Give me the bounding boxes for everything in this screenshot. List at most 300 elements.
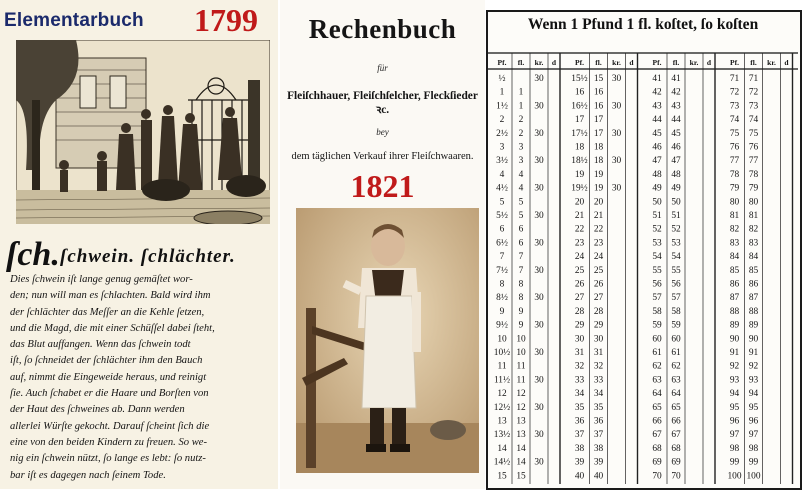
cell-pfund: 83 <box>729 238 740 249</box>
cell-gulden: 98 <box>748 443 759 454</box>
cell-pfund: 97 <box>729 430 740 441</box>
cell-gulden: 45 <box>671 128 681 139</box>
cell-pfund: 86 <box>729 279 740 290</box>
cell-kreuzer: 30 <box>611 128 622 139</box>
cell-gulden: 30 <box>593 334 604 345</box>
cell-pfund: 78 <box>729 169 740 180</box>
column-header: fl. <box>595 58 602 67</box>
cell-gulden: 20 <box>593 197 604 208</box>
table-title: Wenn 1 Pfund 1 fl. koſtet, ſo koſten <box>527 16 759 33</box>
cell-kreuzer: 30 <box>534 320 544 331</box>
cell-pfund: 53 <box>652 238 662 249</box>
cell-pfund: 4 <box>499 169 505 180</box>
cell-gulden: 39 <box>593 457 604 468</box>
cell-pfund: 64 <box>652 389 662 400</box>
cell-pfund: 17 <box>574 115 585 126</box>
cell-gulden: 81 <box>748 211 759 221</box>
column-header: Pf. <box>497 58 507 67</box>
cell-gulden: 66 <box>671 416 681 427</box>
cell-gulden: 57 <box>671 293 681 304</box>
cell-pfund: 23 <box>574 238 585 249</box>
cell-pfund: 8½ <box>496 293 508 304</box>
cell-gulden: 52 <box>671 224 681 235</box>
rechenbuch-subtitle-2: dem täglichen Verkauf ihrer Fleiſchwaaren. <box>291 151 474 162</box>
cell-gulden: 94 <box>748 389 759 400</box>
cell-kreuzer: 30 <box>611 183 622 194</box>
cell-gulden: 96 <box>748 416 759 427</box>
cell-pfund: 12½ <box>493 402 511 413</box>
cell-gulden: 72 <box>748 87 759 98</box>
cell-gulden: 12 <box>516 389 526 400</box>
cell-gulden: 1 <box>518 87 524 98</box>
cell-gulden: 97 <box>748 430 759 441</box>
cell-gulden: 37 <box>593 430 604 441</box>
cell-gulden: 93 <box>748 375 759 386</box>
cell-gulden: 10 <box>516 334 526 345</box>
cell-pfund: 17½ <box>571 128 588 139</box>
cell-pfund: 48 <box>652 169 662 180</box>
cell-gulden: 32 <box>593 361 604 372</box>
cell-pfund: 70 <box>652 471 662 482</box>
cell-gulden: 47 <box>671 156 681 167</box>
cell-gulden: 11 <box>516 361 526 372</box>
cell-pfund: 71 <box>729 74 740 84</box>
cell-pfund: 16½ <box>571 101 588 112</box>
cell-gulden: 95 <box>748 402 759 413</box>
cell-gulden: 76 <box>748 142 759 153</box>
cell-gulden: 14 <box>516 457 526 468</box>
cell-pfund: 61 <box>652 348 662 358</box>
cell-pfund: 96 <box>729 416 740 427</box>
cell-gulden: 6 <box>518 224 524 235</box>
cell-pfund: 7 <box>499 252 505 263</box>
cell-pfund: 6½ <box>496 238 508 249</box>
cell-pfund: 75 <box>729 128 740 139</box>
cell-gulden: 22 <box>593 224 604 235</box>
cell-pfund: 34 <box>574 389 585 400</box>
cell-kreuzer: 30 <box>534 74 544 84</box>
photo-boy-butcher <box>296 208 479 473</box>
cell-gulden: 90 <box>748 334 759 345</box>
cell-kreuzer: 30 <box>534 128 544 139</box>
column-header: d <box>706 58 712 67</box>
cell-pfund: 11 <box>497 361 507 372</box>
cell-pfund: ½ <box>498 74 506 84</box>
cell-gulden: 100 <box>746 471 761 482</box>
cell-pfund: 2 <box>499 115 505 126</box>
cell-pfund: 9½ <box>496 320 508 331</box>
cell-pfund: 28 <box>574 306 585 317</box>
cell-gulden: 34 <box>593 389 604 400</box>
cell-gulden: 19 <box>593 183 604 194</box>
cell-pfund: 29 <box>574 320 585 331</box>
cell-gulden: 29 <box>593 320 604 331</box>
column-header: Pf. <box>575 58 584 67</box>
cell-gulden: 51 <box>671 211 681 221</box>
cell-gulden: 9 <box>518 320 524 331</box>
cell-gulden: 91 <box>748 348 759 358</box>
body-line: den; nun will man es ſchlachten. Bald wird ihm <box>10 290 211 302</box>
cell-pfund: 15 <box>497 471 507 482</box>
cell-gulden: 56 <box>671 279 681 290</box>
cell-pfund: 32 <box>574 361 585 372</box>
body-line: nig ein ſchwein nützt, ſo lange es lebt: ſo nutz- <box>10 453 206 465</box>
cell-pfund: 95 <box>729 402 740 413</box>
cell-kreuzer: 30 <box>534 101 544 112</box>
cell-gulden: 10 <box>516 348 526 358</box>
cell-pfund: 14½ <box>493 457 511 468</box>
column-header: d <box>784 58 789 67</box>
cell-pfund: 85 <box>729 265 740 276</box>
cell-gulden: 42 <box>671 87 681 98</box>
cell-pfund: 91 <box>729 348 740 358</box>
cell-pfund: 20 <box>574 197 585 208</box>
cell-gulden: 17 <box>593 128 604 139</box>
cell-pfund: 80 <box>729 197 740 208</box>
cell-pfund: 81 <box>729 211 740 221</box>
column-header: d <box>551 58 557 67</box>
cell-pfund: 79 <box>729 183 740 194</box>
cell-pfund: 87 <box>729 293 740 304</box>
cell-gulden: 67 <box>671 430 681 441</box>
cell-pfund: 6 <box>499 224 505 235</box>
cell-gulden: 15 <box>516 471 526 482</box>
cell-gulden: 23 <box>593 238 604 249</box>
cell-pfund: 100 <box>727 471 742 482</box>
cell-gulden: 6 <box>518 238 524 249</box>
cell-gulden: 3 <box>518 156 524 167</box>
cell-gulden: 80 <box>748 197 759 208</box>
cell-gulden: 68 <box>671 443 681 454</box>
cell-gulden: 27 <box>593 293 604 304</box>
body-line: iſt, ſo ſchneidet der ſchlächter ihm den Bauch <box>10 355 203 367</box>
cell-gulden: 79 <box>748 183 759 194</box>
title-bey: bey <box>376 127 389 137</box>
cell-gulden: 82 <box>748 224 759 235</box>
cell-pfund: 76 <box>729 142 740 153</box>
cell-gulden: 8 <box>518 293 524 304</box>
cell-gulden: 69 <box>671 457 681 468</box>
cell-kreuzer: 30 <box>534 430 544 441</box>
cell-gulden: 83 <box>748 238 759 249</box>
body-paragraph <box>10 272 272 484</box>
cell-kreuzer: 30 <box>611 101 622 112</box>
cell-pfund: 89 <box>729 320 740 331</box>
column-header: kr. <box>534 58 544 67</box>
cell-pfund: 3½ <box>496 156 508 167</box>
cell-gulden: 1 <box>518 101 524 112</box>
cell-gulden: 13 <box>516 430 526 441</box>
cell-kreuzer: 30 <box>534 348 544 358</box>
title-fuer: für <box>377 63 388 73</box>
cell-pfund: 39 <box>574 457 585 468</box>
cell-gulden: 78 <box>748 169 759 180</box>
cell-pfund: 99 <box>729 457 740 468</box>
body-line: allerlei Würſte gekocht. Darauf ſcheint ſich die <box>10 420 210 432</box>
cell-pfund: 67 <box>652 430 662 441</box>
cell-kreuzer: 30 <box>534 293 544 304</box>
cell-pfund: 60 <box>652 334 662 345</box>
cell-gulden: 3 <box>518 142 524 153</box>
cell-gulden: 92 <box>748 361 759 372</box>
cell-pfund: 37 <box>574 430 585 441</box>
cell-gulden: 44 <box>671 115 681 126</box>
heading-words: ſchwein. ſchlächter. <box>60 246 236 267</box>
rechenbuch-subtitle: Fleiſchhauer, Fleiſchſelcher, Fleckſieder ꝛc. <box>287 90 478 116</box>
cell-pfund: 42 <box>652 87 662 98</box>
cell-pfund: 8 <box>499 279 505 290</box>
cell-gulden: 36 <box>593 416 604 427</box>
cell-gulden: 43 <box>671 101 681 112</box>
cell-pfund: 69 <box>652 457 662 468</box>
body-line: ſie. Auch ſchabet er die Haare und Borſten von <box>10 388 209 400</box>
cell-pfund: 5 <box>499 197 505 208</box>
cell-gulden: 70 <box>671 471 681 482</box>
column-header: fl. <box>672 58 680 67</box>
cell-gulden: 65 <box>671 402 681 413</box>
cell-pfund: 21 <box>574 211 585 221</box>
cell-pfund: 11½ <box>493 375 511 386</box>
cell-kreuzer: 30 <box>611 156 622 167</box>
cell-pfund: 84 <box>729 252 740 263</box>
cell-gulden: 50 <box>671 197 681 208</box>
cell-gulden: 33 <box>593 375 604 386</box>
cell-gulden: 21 <box>593 211 604 221</box>
cell-pfund: 74 <box>729 115 740 126</box>
cell-pfund: 45 <box>652 128 662 139</box>
body-line: das Blut auffangen. Wenn das ſchwein todt <box>10 339 191 351</box>
cell-gulden: 14 <box>516 443 526 454</box>
cell-gulden: 88 <box>748 306 759 317</box>
cell-gulden: 49 <box>671 183 681 194</box>
body-line: auf, nimmt die Eingeweide heraus, und reinigt <box>10 371 207 383</box>
cell-kreuzer: 30 <box>534 211 544 221</box>
cell-gulden: 38 <box>593 443 604 454</box>
cell-gulden: 18 <box>593 156 604 167</box>
cell-pfund: 77 <box>729 156 740 167</box>
cell-pfund: 27 <box>574 293 585 304</box>
cell-pfund: 88 <box>729 306 740 317</box>
cell-pfund: 49 <box>652 183 662 194</box>
cell-kreuzer: 30 <box>534 375 544 386</box>
elementarbuch-year: 1799 <box>194 2 258 38</box>
cell-gulden: 60 <box>671 334 681 345</box>
cell-pfund: 13 <box>497 416 507 427</box>
cell-pfund: 40 <box>574 471 585 482</box>
cell-pfund: 92 <box>729 361 740 372</box>
cell-gulden: 7 <box>518 265 524 276</box>
cell-gulden: 7 <box>518 252 524 263</box>
cell-pfund: 31 <box>574 348 585 358</box>
body-line: der ſchlächter das Meſſer an die Kehle ſetzen, <box>10 306 205 318</box>
cell-gulden: 12 <box>516 402 526 413</box>
cell-pfund: 44 <box>652 115 662 126</box>
cell-gulden: 9 <box>518 306 524 317</box>
cell-kreuzer: 30 <box>534 265 544 276</box>
cell-pfund: 19 <box>574 169 585 180</box>
cell-gulden: 2 <box>518 128 524 139</box>
cell-pfund: 19½ <box>571 183 588 194</box>
column-header: Pf. <box>652 58 662 67</box>
rechenbuch-year: 1821 <box>350 168 415 204</box>
cell-gulden: 8 <box>518 279 524 290</box>
cell-pfund: 5½ <box>496 211 508 221</box>
body-line: Dies ſchwein iſt lange genug gemäſtet wor- <box>10 274 193 285</box>
cell-gulden: 41 <box>671 74 681 84</box>
cell-pfund: 15½ <box>571 74 588 84</box>
cell-pfund: 73 <box>729 101 740 112</box>
cell-pfund: 18½ <box>571 156 588 167</box>
cell-gulden: 4 <box>518 169 524 180</box>
cell-gulden: 99 <box>748 457 759 468</box>
cell-pfund: 26 <box>574 279 585 290</box>
body-line: eine von den beiden Kindern zu freuen. So we- <box>10 436 208 448</box>
body-line: der Haut des ſchweines ab. Dann werden <box>10 404 185 416</box>
cell-pfund: 1 <box>499 87 505 98</box>
cell-pfund: 3 <box>499 142 505 153</box>
cell-pfund: 56 <box>652 279 662 290</box>
cell-pfund: 24 <box>574 252 585 263</box>
cell-gulden: 16 <box>593 87 604 98</box>
column-header: fl. <box>750 58 757 67</box>
cell-pfund: 10 <box>497 334 507 345</box>
cell-kreuzer: 30 <box>611 74 622 84</box>
body-line: und die Magd, die mit einer Schüſſel dabei ſteht, <box>10 322 215 334</box>
cell-gulden: 40 <box>593 471 604 482</box>
cell-pfund: 16 <box>574 87 585 98</box>
cell-gulden: 87 <box>748 293 759 304</box>
column-header: Pf. <box>730 58 739 67</box>
cell-pfund: 7½ <box>496 265 508 276</box>
cell-kreuzer: 30 <box>534 156 544 167</box>
cell-pfund: 1½ <box>496 101 508 112</box>
body-line: bar iſt es dagegen nach ſeinem Tode. <box>10 469 166 481</box>
cell-gulden: 4 <box>518 183 524 194</box>
cell-pfund: 22 <box>574 224 585 235</box>
cell-gulden: 31 <box>593 348 604 358</box>
cell-gulden: 19 <box>593 169 604 180</box>
cell-gulden: 64 <box>671 389 681 400</box>
cell-pfund: 93 <box>729 375 740 386</box>
cell-pfund: 57 <box>652 293 662 304</box>
cell-gulden: 24 <box>593 252 604 263</box>
cell-gulden: 58 <box>671 306 681 317</box>
cell-pfund: 65 <box>652 402 662 413</box>
cell-pfund: 41 <box>652 74 662 84</box>
cell-gulden: 35 <box>593 402 604 413</box>
cell-pfund: 68 <box>652 443 662 454</box>
cell-gulden: 86 <box>748 279 759 290</box>
cell-gulden: 89 <box>748 320 759 331</box>
cell-pfund: 94 <box>729 389 740 400</box>
cell-gulden: 25 <box>593 265 604 276</box>
cell-pfund: 90 <box>729 334 740 345</box>
cell-gulden: 59 <box>671 320 681 331</box>
cell-kreuzer: 30 <box>534 183 544 194</box>
column-header: kr. <box>767 58 776 67</box>
cell-gulden: 55 <box>671 265 681 276</box>
cell-gulden: 46 <box>671 142 681 153</box>
cell-pfund: 50 <box>652 197 662 208</box>
price-table-grid <box>488 40 798 484</box>
cell-gulden: 26 <box>593 279 604 290</box>
cell-pfund: 62 <box>652 361 662 372</box>
cell-pfund: 46 <box>652 142 662 153</box>
cell-pfund: 38 <box>574 443 585 454</box>
rechenbuch-title: Rechenbuch <box>308 14 457 44</box>
cell-pfund: 63 <box>652 375 662 386</box>
cell-kreuzer: 30 <box>534 402 544 413</box>
cell-pfund: 25 <box>574 265 585 276</box>
cell-gulden: 75 <box>748 128 759 139</box>
cell-kreuzer: 30 <box>534 457 544 468</box>
cell-pfund: 14 <box>497 443 507 454</box>
cell-gulden: 48 <box>671 169 681 180</box>
cell-pfund: 66 <box>652 416 662 427</box>
cell-pfund: 13½ <box>493 430 511 441</box>
cell-pfund: 9 <box>499 306 505 317</box>
cell-pfund: 98 <box>729 443 740 454</box>
cell-gulden: 5 <box>518 211 524 221</box>
cell-pfund: 59 <box>652 320 662 331</box>
cell-gulden: 85 <box>748 265 759 276</box>
cell-gulden: 18 <box>593 142 604 153</box>
cell-gulden: 17 <box>593 115 604 126</box>
cell-pfund: 12 <box>497 389 507 400</box>
cell-kreuzer: 30 <box>534 238 544 249</box>
cell-pfund: 2½ <box>496 128 508 139</box>
column-header: kr. <box>612 58 621 67</box>
cell-gulden: 15 <box>593 74 604 84</box>
cell-pfund: 54 <box>652 252 662 263</box>
cell-gulden: 73 <box>748 101 759 112</box>
cell-gulden: 13 <box>516 416 526 427</box>
cell-gulden: 53 <box>671 238 681 249</box>
cell-gulden: 28 <box>593 306 604 317</box>
cell-pfund: 35 <box>574 402 585 413</box>
cell-pfund: 33 <box>574 375 585 386</box>
cell-pfund: 51 <box>652 211 662 221</box>
engraving-illustration <box>16 40 270 224</box>
cell-pfund: 18 <box>574 142 585 153</box>
column-header: kr. <box>689 58 699 67</box>
cell-gulden: 16 <box>593 101 604 112</box>
column-header: fl. <box>517 58 525 67</box>
cell-pfund: 36 <box>574 416 585 427</box>
elementarbuch-title: Elementarbuch <box>4 10 144 31</box>
cell-pfund: 82 <box>729 224 740 235</box>
column-header: d <box>629 58 634 67</box>
cell-pfund: 58 <box>652 306 662 317</box>
cell-gulden: 2 <box>518 115 524 126</box>
cell-gulden: 62 <box>671 361 681 372</box>
cell-gulden: 77 <box>748 156 759 167</box>
cell-pfund: 30 <box>574 334 585 345</box>
cell-pfund: 55 <box>652 265 662 276</box>
cell-pfund: 47 <box>652 156 662 167</box>
cell-pfund: 4½ <box>496 183 508 194</box>
cell-pfund: 72 <box>729 87 740 98</box>
cell-pfund: 10½ <box>493 348 511 358</box>
cell-gulden: 74 <box>748 115 759 126</box>
cell-pfund: 52 <box>652 224 662 235</box>
cell-pfund: 43 <box>652 101 662 112</box>
cell-gulden: 54 <box>671 252 681 263</box>
cell-gulden: 63 <box>671 375 681 386</box>
cell-gulden: 5 <box>518 197 524 208</box>
cell-gulden: 61 <box>671 348 681 358</box>
cell-gulden: 84 <box>748 252 759 263</box>
